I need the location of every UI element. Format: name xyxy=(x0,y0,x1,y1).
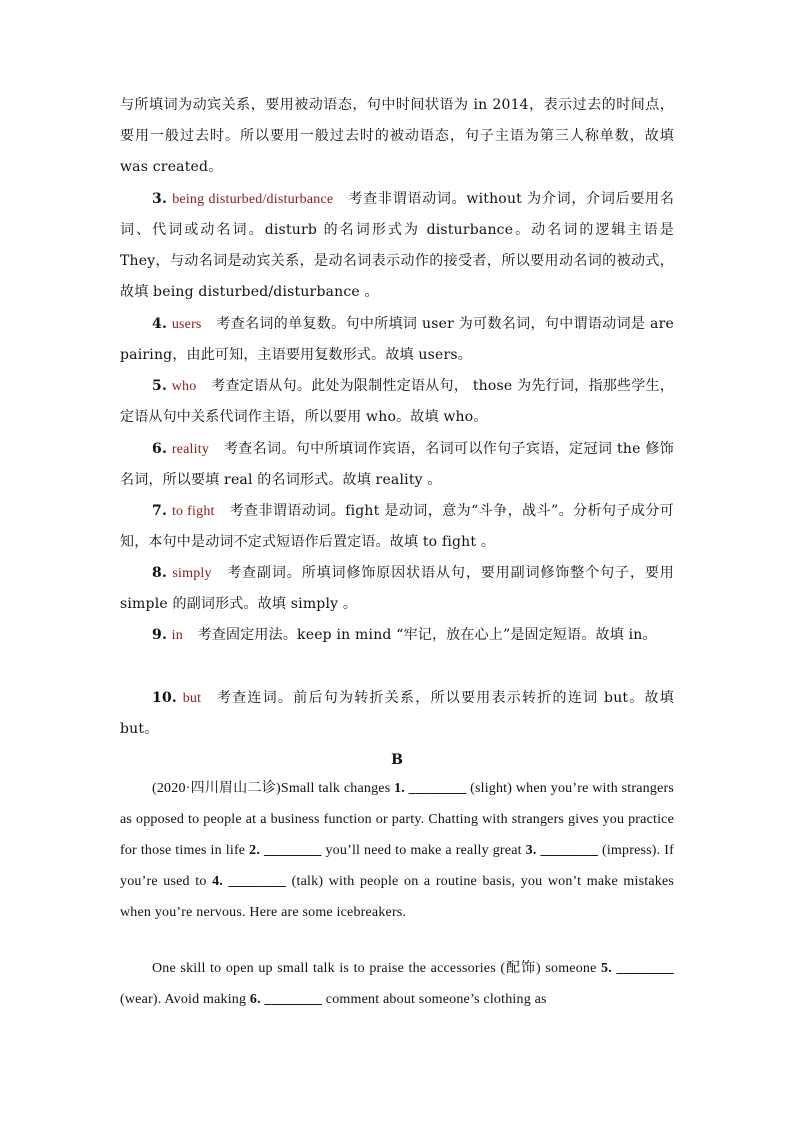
answer-item-9 xyxy=(120,620,674,651)
answer-explanation: 考查固定用法。keep in mind “牢记，放在心上”是固定短语。故填 in。 xyxy=(197,627,657,643)
passage-text: One skill to open up small talk is to praise the accessories (配饰) someone xyxy=(152,961,602,976)
answer-explanation: 考查名词的单复数。句中所填词 user 为可数名词，句中谓语动词是 are pairing，由此可知，主语要用复数形式。故填 users。 xyxy=(120,316,674,363)
answer-value: to fight xyxy=(171,504,215,519)
answer-explanation: 考查名词。句中所填词作宾语，名词可以作句子宾语，定冠词 the 修饰名词，所以要填 real 的名词形式。故填 reality 。 xyxy=(120,441,674,488)
answer-value: reality xyxy=(171,442,210,457)
blank-4[interactable]: 4. ________ xyxy=(212,874,287,889)
answer-value: users xyxy=(171,317,202,332)
answer-number: 10. xyxy=(152,690,177,706)
answer-explanation: 考查非谓语动词。fight 是动词，意为“斗争，战斗”。分析句子成分可知，本句中是动词不定式短语作后置定语。故填 to fight 。 xyxy=(120,503,675,550)
answer-value: in xyxy=(171,628,183,643)
answer-number: 3. xyxy=(152,191,168,207)
answer-explanation: 考查定语从句。此处为限制性定语从句， those 为先行词，指那些学生，定语从句中关系代词作主语，所以要用 who。故填 who。 xyxy=(120,378,675,425)
answer-explanation: 考查副词。所填词修饰原因状语从句，要用副词修饰整个句子，要用 simple 的副词形式。故填 simply 。 xyxy=(120,565,674,612)
answer-item-4 xyxy=(120,309,674,371)
answer-item-8 xyxy=(120,558,674,620)
blank-6[interactable]: 6. ________ xyxy=(249,992,323,1007)
answer-number: 8. xyxy=(152,565,168,581)
blank-5[interactable]: 5. ________ xyxy=(601,961,675,976)
answer-item-3 xyxy=(120,184,674,308)
passage-text: (slight) when you’re with strangers as opposed to people at a business function or party. Chatting with strangers gives you practice for those times in life xyxy=(120,781,674,858)
intro-paragraph: 与所填词为动宾关系，要用被动语态，句中时间状语为 in 2014，表示过去的时间点，要用一般过去时。所以要用一般过去时的被动语态，句子主语为第三人称单数，故填 was created。 xyxy=(120,97,674,175)
passage-paragraph-1 xyxy=(120,773,674,928)
answer-item-6 xyxy=(120,434,674,496)
answer-number: 5. xyxy=(152,378,168,394)
answer-number: 6. xyxy=(152,441,168,457)
answer-explanation: 考查非谓语动词。without 为介词，介词后要用名词、代词或动名词。disturb 的名词形式为 disturbance。动名词的逻辑主语是 They，与动名词是动宾关系，是动名词表示动作的接受者，所以要用动名词的被动式，故填 being disturbed/disturbance 。 xyxy=(120,191,675,300)
passage-text: you’ll need to make a really great xyxy=(321,843,526,858)
passage-paragraph-2 xyxy=(120,953,674,1015)
answer-number: 7. xyxy=(152,503,168,519)
blank-1[interactable]: 1. ________ xyxy=(394,781,467,796)
answer-explanation: 考查连词。前后句为转折关系，所以要用表示转折的连词 but。故填 but。 xyxy=(120,690,675,737)
passage-text: (2020·四川眉山二诊)Small talk changes xyxy=(152,781,395,796)
section-heading: B xyxy=(391,752,403,768)
passage-text: (wear). Avoid making xyxy=(120,992,250,1007)
passage-text: (talk) with people on a routine basis, you won’t make mistakes when you’re nervous. Here are some icebreakers. xyxy=(120,874,675,920)
answer-value: being disturbed/disturbance xyxy=(172,192,334,207)
answer-value: simply xyxy=(172,566,212,581)
answer-number: 4. xyxy=(152,316,168,332)
answer-item-10 xyxy=(120,683,674,745)
blank-2[interactable]: 2. ________ xyxy=(249,843,322,858)
answer-item-5 xyxy=(120,371,674,433)
answer-value: but xyxy=(182,691,202,706)
answer-value: who xyxy=(171,379,197,394)
blank-3[interactable]: 3. ________ xyxy=(525,843,599,858)
passage-text: comment about someone’s clothing as xyxy=(322,992,547,1007)
passage-text: (impress). If you’re used to xyxy=(120,843,674,889)
answer-item-7 xyxy=(120,496,674,558)
answer-number: 9. xyxy=(152,627,168,643)
